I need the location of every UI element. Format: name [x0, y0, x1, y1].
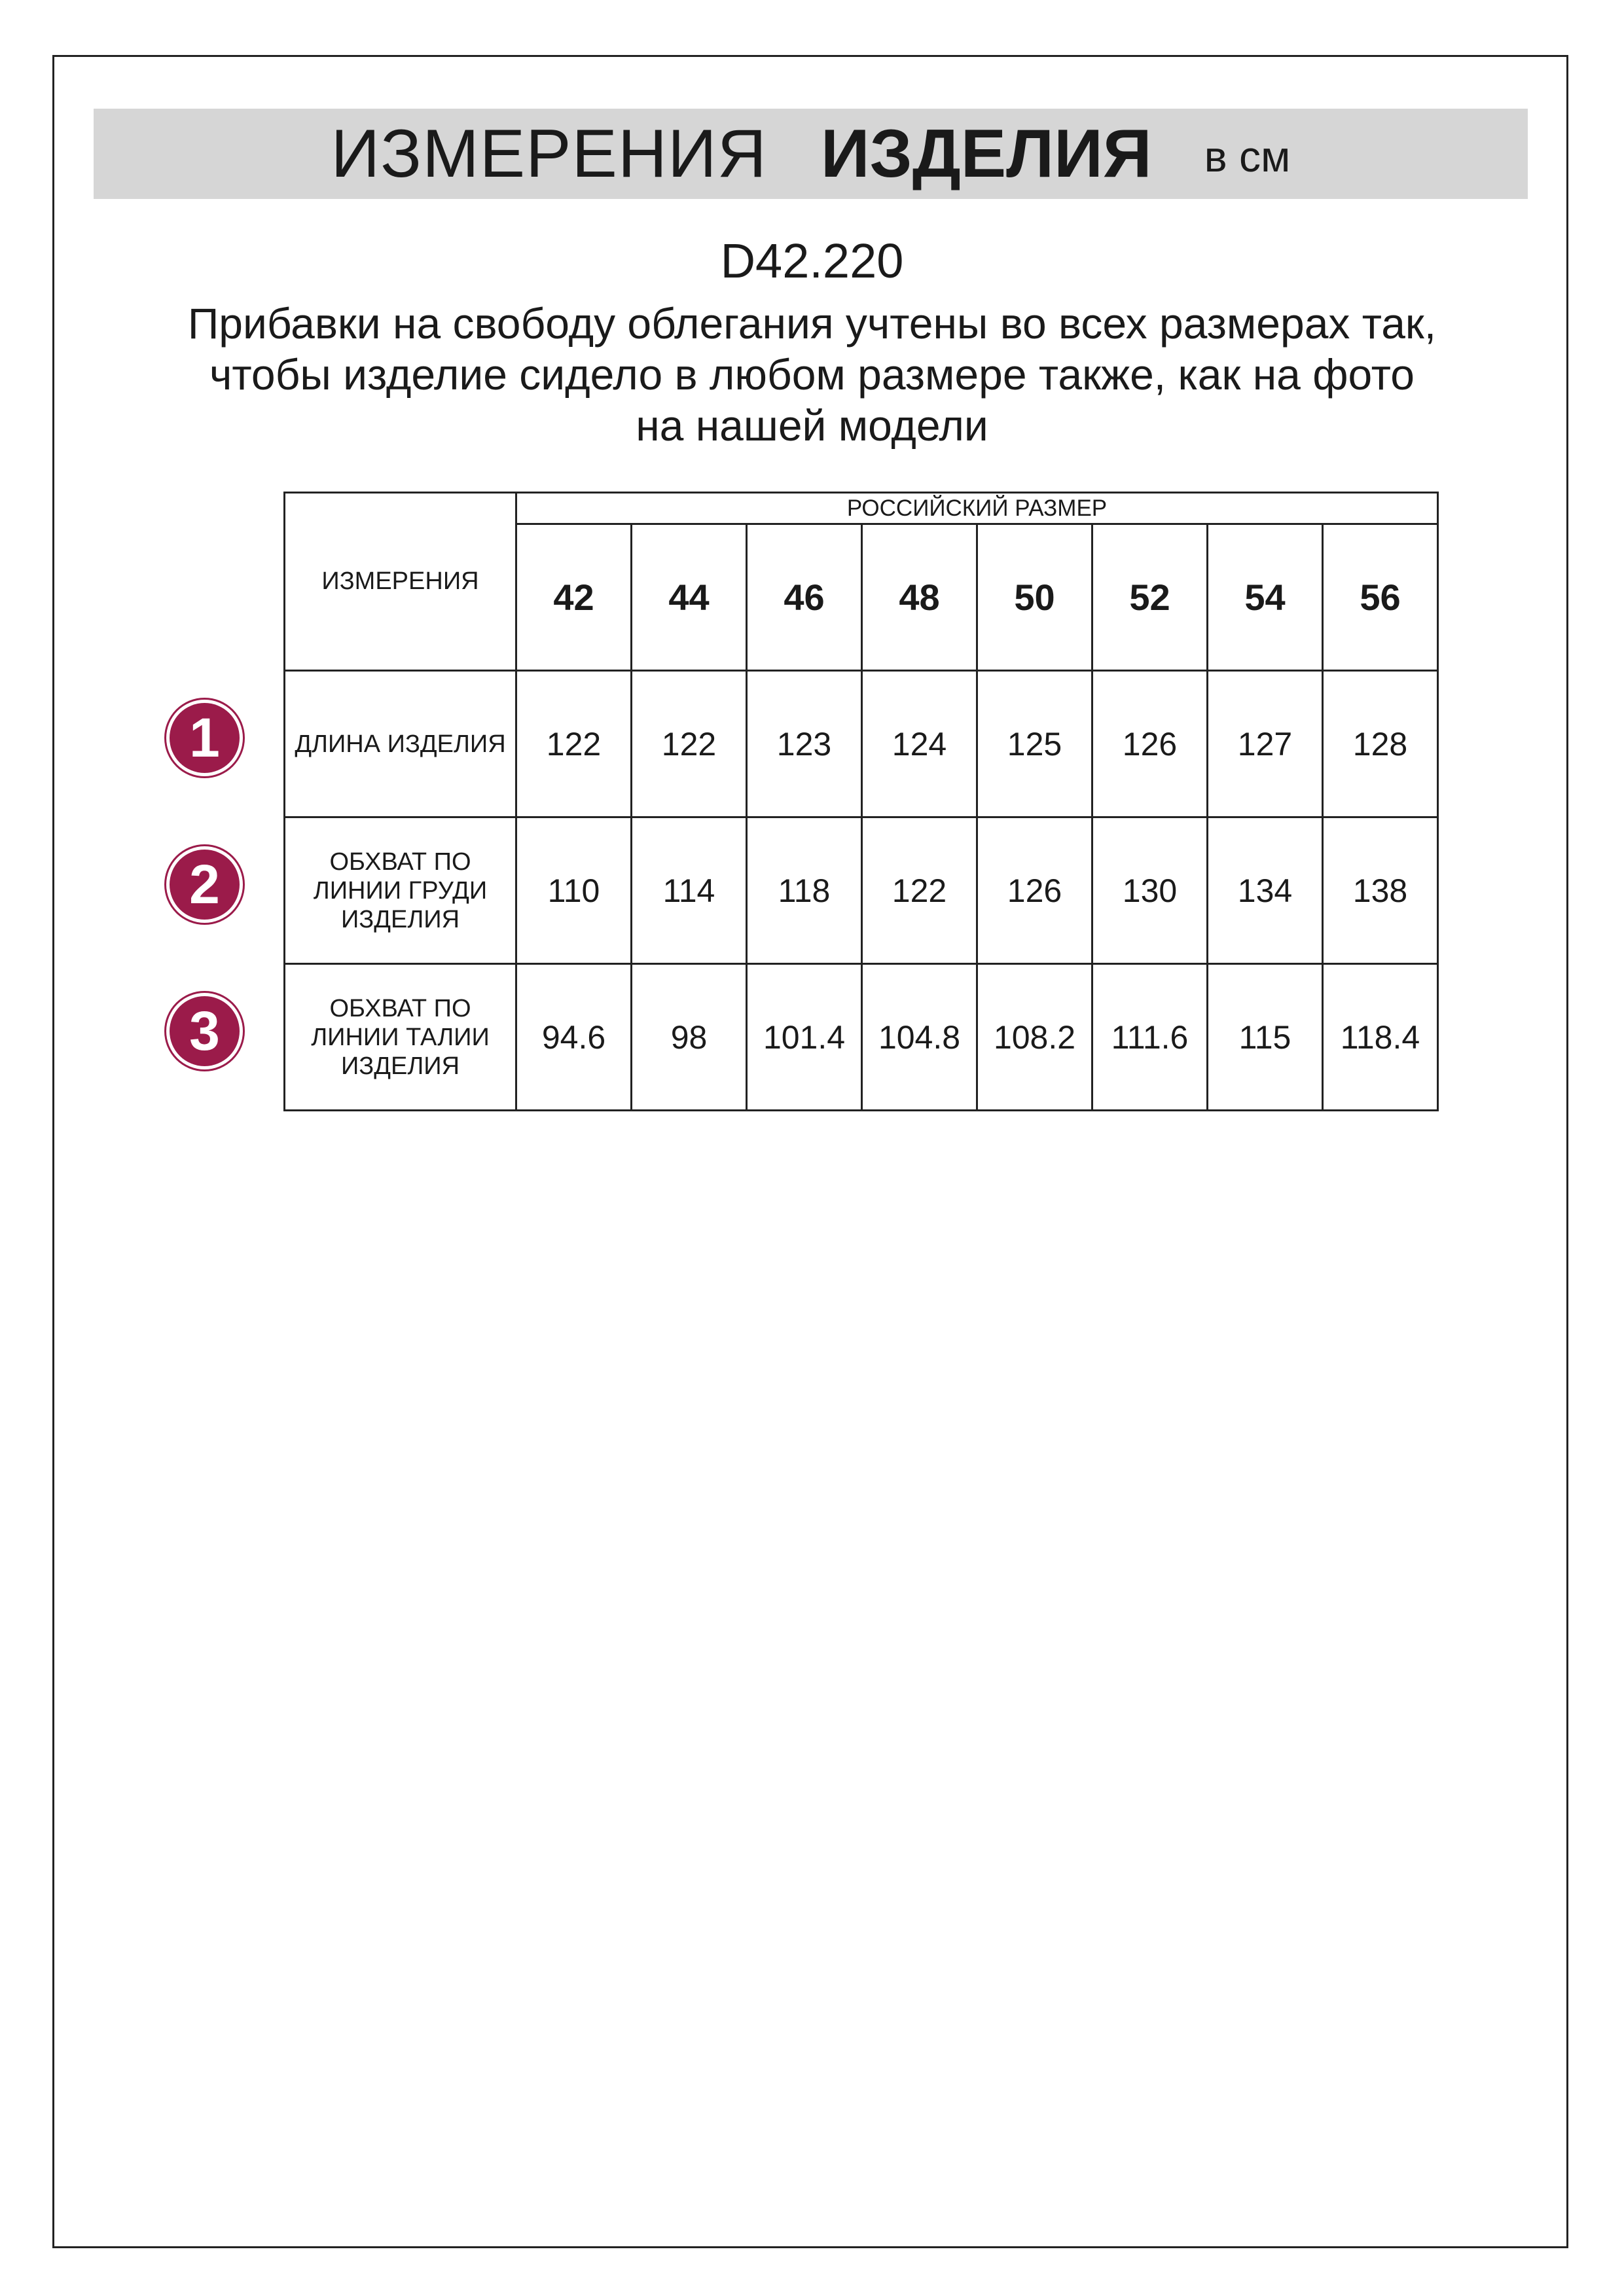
table-cell: 104.8: [862, 964, 977, 1111]
row-label-chest: [285, 817, 516, 964]
size-header: 42: [516, 524, 632, 671]
table-cell: 128: [1323, 671, 1438, 817]
row-number-badge-2: 2: [166, 846, 243, 923]
title-product: ИЗДЕЛИЯ: [820, 115, 1152, 192]
table-cell: 123: [747, 671, 862, 817]
row-number-badge-3: 3: [166, 993, 243, 1069]
table-cell: 124: [862, 671, 977, 817]
size-table: [283, 492, 1439, 1111]
russian-size-header: РОССИЙСКИЙ РАЗМЕР: [516, 493, 1438, 524]
table-row-length: [285, 671, 1438, 817]
table-cell: 127: [1208, 671, 1323, 817]
row-label-line: ЛИНИИ ТАЛИИ: [311, 1023, 490, 1051]
model-code: D42.220: [720, 234, 904, 288]
table-cell: 115: [1208, 964, 1323, 1111]
table-cell: 110: [516, 817, 632, 964]
header-bar: [94, 109, 1528, 199]
size-header: 56: [1323, 524, 1438, 671]
fit-note-line-1: Прибавки на свободу облегания учтены во всех размерах так,: [187, 299, 1437, 348]
row-label-line: ОБХВАТ ПО: [329, 994, 471, 1022]
table-cell: 134: [1208, 817, 1323, 964]
page-title: [94, 109, 1528, 199]
row-label-length: ДЛИНА ИЗДЕЛИЯ: [285, 671, 516, 817]
table-cell: 122: [632, 671, 747, 817]
size-header: 46: [747, 524, 862, 671]
table-header-row: [285, 493, 1438, 524]
fit-note-line-2: чтобы изделие сидело в любом размере также, как на фото: [209, 350, 1415, 399]
table-cell: 114: [632, 817, 747, 964]
table-cell: 130: [1092, 817, 1208, 964]
table-row-chest: [285, 817, 1438, 964]
table-row-waist: [285, 964, 1438, 1111]
size-header: 50: [977, 524, 1092, 671]
title-unit: в см: [1204, 132, 1291, 181]
row-number-badge-1: 1: [166, 700, 243, 776]
table-cell: 126: [1092, 671, 1208, 817]
size-header: 52: [1092, 524, 1208, 671]
size-header: 48: [862, 524, 977, 671]
fit-note: [0, 298, 1624, 451]
table-cell: 108.2: [977, 964, 1092, 1111]
table-cell: 94.6: [516, 964, 632, 1111]
table-cell: 126: [977, 817, 1092, 964]
table-cell: 122: [516, 671, 632, 817]
table-cell: 125: [977, 671, 1092, 817]
table-cell: 122: [862, 817, 977, 964]
table-cell: 101.4: [747, 964, 862, 1111]
row-label-line: ИЗДЕЛИЯ: [340, 1052, 460, 1080]
row-label-line: ЛИНИИ ГРУДИ: [313, 876, 488, 905]
row-label-waist: [285, 964, 516, 1111]
table-cell: 138: [1323, 817, 1438, 964]
table-cell: 118: [747, 817, 862, 964]
title-measurements: ИЗМЕРЕНИЯ: [331, 115, 767, 192]
table-cell: 118.4: [1323, 964, 1438, 1111]
row-label-line: ОБХВАТ ПО: [329, 848, 471, 876]
row-label-line: ИЗДЕЛИЯ: [340, 905, 460, 933]
table-cell: 111.6: [1092, 964, 1208, 1111]
size-header: 54: [1208, 524, 1323, 671]
table-cell: 98: [632, 964, 747, 1111]
fit-note-line-3: на нашей модели: [636, 401, 988, 450]
measurements-header: ИЗМЕРЕНИЯ: [285, 493, 516, 671]
size-header: 44: [632, 524, 747, 671]
